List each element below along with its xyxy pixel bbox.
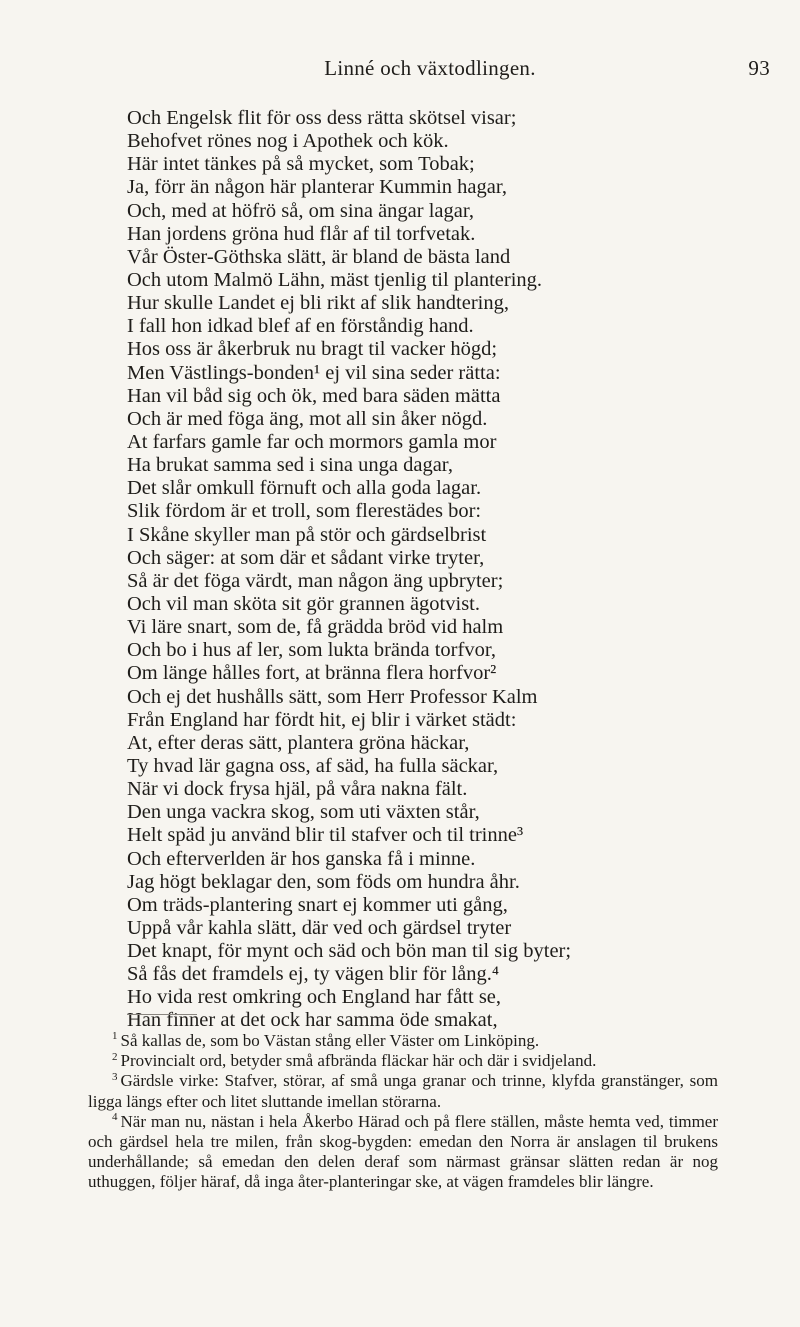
poem-line: Men Västlings-bonden¹ ej vil sina seder rätta: [127, 361, 501, 384]
poem-line: Vår Öster-Göthska slätt, är bland de bästa land [127, 245, 511, 268]
poem-line: Helt späd ju använd blir til stafver och til trinne³ [127, 824, 524, 847]
poem-line: Den unga vackra skog, som uti växten står, [127, 801, 480, 824]
page-number: 93 [748, 56, 770, 80]
poem-line: Han jordens gröna hud flår af til torfvetak. [127, 222, 476, 245]
poem-line: Och efterverlden är hos ganska få i minne. [127, 847, 476, 870]
footnote-text: När man nu, nästan i hela Åkerbo Härad och på flere ställen, måste hemta ved, timmer och gärdsel hela tre milen, från skog-bygden: emedan den Norra är anslagen til brukens underhållande; så emedan den delen deraf som närmast gränsar slätten redan är nog uthuggen, följer häraf, då inga åter-planteringar ske, at vägen framdeles blir längre. [88, 1111, 718, 1192]
poem-line: Vi läre snart, som de, få grädda bröd vid halm [127, 616, 504, 639]
footnote [88, 1031, 718, 1051]
poem [127, 107, 727, 1033]
poem-line: Ho vida rest omkring och England har fått se, [127, 986, 502, 1009]
poem-line: Slik fördom är et troll, som flerestädes bor: [127, 500, 482, 523]
poem-line: At, efter deras sätt, plantera gröna häckar, [127, 731, 470, 754]
footnote-text: Provincialt ord, betyder små afbrända fläckar här och där i svidjeland. [120, 1051, 597, 1071]
poem-line: I fall hon idkad blef af en förståndig hand. [127, 315, 474, 338]
poem-line: Han vil båd sig och ök, med bara säden mätta [127, 384, 501, 407]
footnote-number: 2 [112, 1050, 118, 1063]
poem-line: Och Engelsk flit för oss dess rätta skötsel visar; [127, 107, 517, 129]
poem-line: Så fås det framdels ej, ty vägen blir för lång.⁴ [127, 963, 500, 986]
poem-line: Och, med at höfrö så, om sina ängar lagar, [127, 199, 474, 222]
poem-line: Och är med föga äng, mot all sin åker nögd. [127, 407, 488, 430]
footnote-number: 1 [112, 1030, 118, 1043]
poem-line: Så är det föga värdt, man någon äng upbryter; [127, 569, 504, 592]
poem-line: Här intet tänkes på så mycket, som Tobak; [127, 153, 475, 176]
poem-line: At farfars gamle far och mormors gamla mor [127, 430, 497, 453]
poem-line: Hur skulle Landet ej bli rikt af slik handtering, [127, 292, 510, 315]
poem-line: Och säger: at som där et sådant virke tryter, [127, 546, 485, 569]
footnote-text: Gärdsle virke: Stafver, störar, af små unga granar och trinne, klyfda granstänger, som ligga längs efter och litet sluttande imellan störarna. [88, 1071, 718, 1111]
poem-line: Det knapt, för mynt och säd och bön man til sig byter; [127, 940, 572, 963]
footnote-number: 3 [112, 1070, 118, 1083]
poem-line: Och utom Malmö Lähn, mäst tjenlig til plantering. [127, 268, 543, 291]
poem-line: Om träds-plantering snart ej kommer uti gång, [127, 893, 508, 916]
poem-line: Behofvet rönes nog i Apothek och kök. [127, 130, 449, 153]
poem-line: Hos oss är åkerbruk nu bragt til vacker högd; [127, 338, 498, 361]
poem-line: Det slår omkull förnuft och alla goda lagar. [127, 477, 482, 500]
poem-line: Jag högt beklagar den, som föds om hundra åhr. [127, 870, 520, 893]
running-title: Linné och växtodlingen. [324, 56, 536, 80]
poem-line: Från England har fördt hit, ej blir i värket städt: [127, 708, 517, 731]
footnote [88, 1051, 718, 1071]
footnotes [88, 1031, 718, 1193]
poem-line: I Skåne skyller man på stör och gärdselbrist [127, 523, 487, 546]
poem-line: Ja, förr än någon här planterar Kummin hagar, [127, 176, 507, 199]
footnote [88, 1112, 718, 1193]
footnote [88, 1071, 718, 1111]
footnote-rule [127, 1014, 197, 1015]
poem-line: Ty hvad lär gagna oss, af säd, ha fulla säckar, [127, 754, 499, 777]
poem-line: Och bo i hus af ler, som lukta brända torfvor, [127, 639, 496, 662]
poem-line: Om länge hålles fort, at bränna flera horfvor² [127, 662, 497, 685]
poem-line: När vi dock frysa hjäl, på våra nakna fält. [127, 778, 468, 801]
poem-line: Uppå vår kahla slätt, där ved och gärdsel tryter [127, 916, 512, 939]
footnote-number: 4 [112, 1111, 118, 1124]
poem-line: Och ej det hushålls sätt, som Herr Professor Kalm [127, 685, 538, 708]
poem-line: Ha brukat samma sed i sina unga dagar, [127, 454, 453, 477]
poem-line: Han finner at det ock har samma öde smakat, [127, 1009, 498, 1032]
poem-line: Och vil man sköta sit gör grannen ägotvist. [127, 592, 480, 615]
footnote-text: Så kallas de, som bo Västan stång eller Väster om Linköping. [120, 1031, 540, 1050]
